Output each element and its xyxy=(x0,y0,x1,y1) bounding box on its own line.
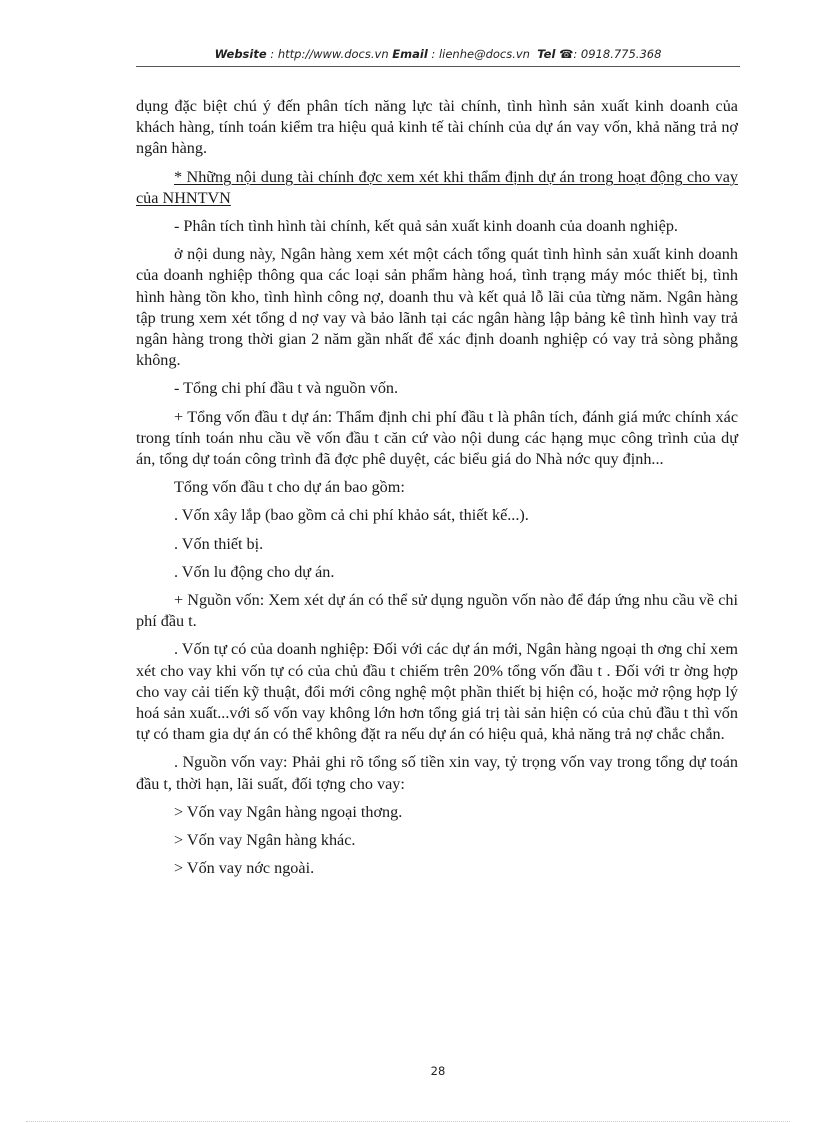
paragraph-capital-source: + Nguồn vốn: Xem xét dự án có thể sử dụng nguồn vốn nào để đáp ứng nhu cầu về chi phí đầu t. xyxy=(136,591,738,631)
website-label: Website xyxy=(214,47,267,61)
paragraph-total-investment: + Tổng vốn đầu t dự án: Thẩm định chi phí đầu t là phân tích, đánh giá mức chính xác trong tính toán nhu cầu về vốn đầu t căn cứ vào nội dung các hạng mục công trình của dự án, tổng dự toán công trình đã đợc phê duyệt, các biểu giá do Nhà nớc quy định... xyxy=(136,407,738,469)
paragraph-total-cost: - Tổng chi phí đầu t và nguồn vốn. xyxy=(174,379,399,398)
paragraph-equity: . Vốn tự có của doanh nghiệp: Đối với các dự án mới, Ngân hàng ngoại th ơng chỉ xem xét cho vay khi vốn tự có của chủ đầu t chiếm trên 20% tổng vốn đầu t . Đối với tr ờng hợp cho vay cải tiến kỹ thuật, đổi mới công nghệ một phần thiết bị hiện có, hoặc mở rộng hợp lý hoá sản xuất...với số vốn vay không lớn hơn tổng giá trị tài sản hiện có của chủ đầu t thì vốn tự có tham gia dự án có thể không đặt ra nếu dự án có hiệu quả, khả năng trả nợ chắc chắn. xyxy=(136,640,738,744)
document-body xyxy=(136,96,738,887)
page-header xyxy=(136,47,740,61)
email-value: lienhe@docs.vn xyxy=(438,47,530,61)
website-separator: : xyxy=(266,47,278,61)
list-item-other-bank: > Vốn vay Ngân hàng khác. xyxy=(174,831,356,850)
list-item-construction: . Vốn xây lắp (bao gồm cả chi phí khảo sát, thiết kế...). xyxy=(174,506,529,525)
list-item-foreign-trade-bank: > Vốn vay Ngân hàng ngoại thơng. xyxy=(174,802,403,821)
tel-separator: : xyxy=(573,47,581,61)
email-label: Email xyxy=(392,47,428,61)
paragraph-business-review: ở nội dung này, Ngân hàng xem xét một cách tổng quát tình hình sản xuất kinh doanh của doanh nghiệp thông qua các loại sản phẩm hàng hoá, tình trạng máy móc thiết bị, tình hình hàng tồn kho, tình hình công nợ, doanh thu và kết quả lỗ lãi của từng năm. Ngân hàng tập trung xem xét tổng d nợ vay và bảo lãnh tại các ngân hàng lập bảng kê tình hình vay trả ngân hàng trong thời gian 2 năm gần nhất để xác định doanh nghiệp có vay trả sòng phẳng không. xyxy=(136,245,738,370)
tel-label: Tel xyxy=(537,47,556,61)
header-divider xyxy=(136,66,740,67)
paragraph-investment-includes: Tổng vốn đầu t cho dự án bao gồm: xyxy=(174,478,405,497)
paragraph-loan-capital: . Nguồn vốn vay: Phải ghi rõ tổng số tiền xin vay, tỷ trọng vốn vay trong tổng dự toán đầu t, thời hạn, lãi suất, đối tợng cho vay: xyxy=(136,753,738,793)
paragraph-intro: dụng đặc biệt chú ý đến phân tích năng lực tài chính, tình hình sản xuất kinh doanh của khách hàng, tính toán kiểm tra hiệu quả kinh tế tài chính của dự án vay vốn, khả năng trả nợ ngân hàng. xyxy=(136,97,738,158)
paragraph-financial-analysis: - Phân tích tình hình tài chính, kết quả sản xuất kinh doanh của doanh nghiệp. xyxy=(174,217,678,236)
tel-value: 0918.775.368 xyxy=(580,47,662,61)
phone-icon: ☎ xyxy=(559,47,574,61)
list-item-foreign-loan: > Vốn vay nớc ngoài. xyxy=(174,859,315,878)
list-item-working-capital: . Vốn lu động cho dự án. xyxy=(174,562,335,581)
list-item-equipment: . Vốn thiết bị. xyxy=(174,534,264,553)
page-number: 28 xyxy=(430,1064,446,1078)
email-separator: : xyxy=(427,47,439,61)
section-heading: * Những nội dung tài chính đợc xem xét khi thẩm định dự án trong hoạt động cho vay của NHNTVN xyxy=(136,167,738,207)
website-url: http://www.docs.vn xyxy=(277,47,389,61)
bottom-divider xyxy=(26,1121,790,1122)
